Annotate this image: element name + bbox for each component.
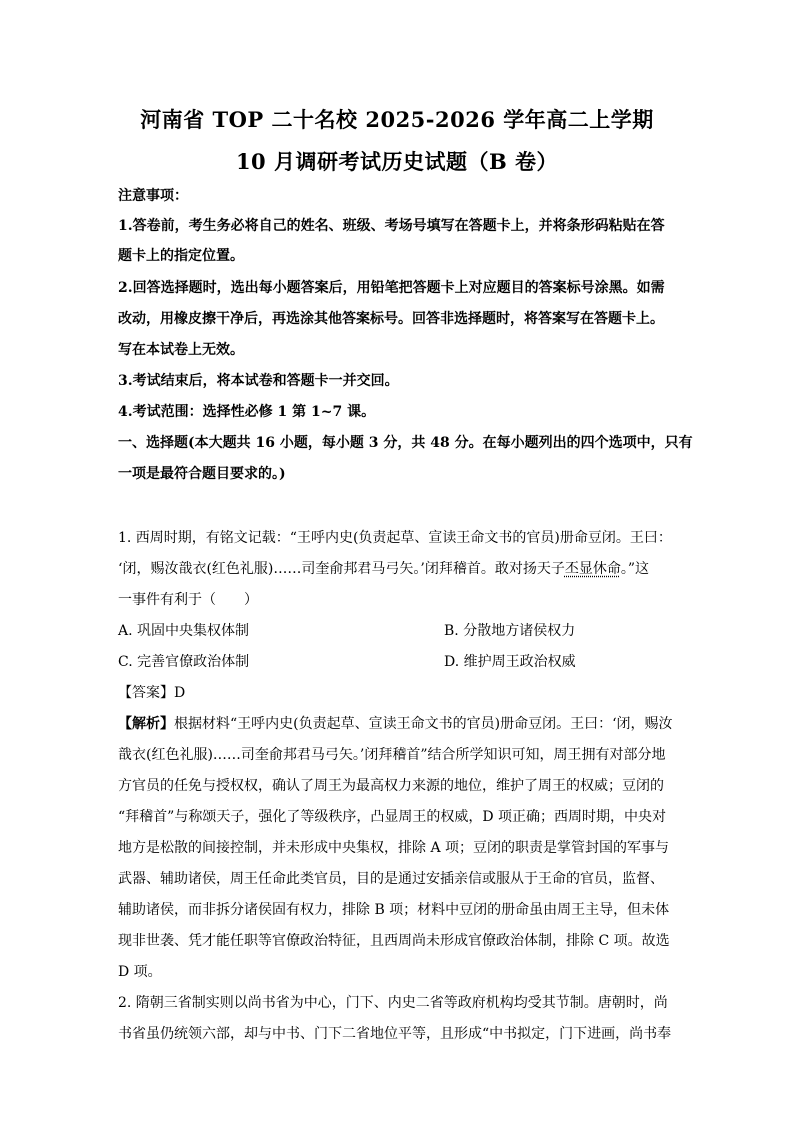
q1-analysis-line-7: 辅助诸侯，而非拆分诸侯固有权力，排除 B 项；材料中豆闭的册命虽由周王主导，但未体 xyxy=(118,902,670,918)
notice-item-3: 3.考试结束后，将本试卷和答题卡一并交回。 xyxy=(118,373,399,389)
q1-stem-line-1: 1. 西周时期，有铭文记载：“王呼内史(负责起草、宣读王命文书的官员)册命豆闭。王曰： xyxy=(118,530,672,546)
q2-stem-line-1: 2. 隋朝三省制实则以尚书省为中心，门下、内史二省等政府机构均受其节制。唐朝时，尚 xyxy=(118,995,668,1011)
q1-analysis-label: 【解析】 xyxy=(118,716,174,732)
q1-analysis-line-3: 方官员的任免与授权权，确认了周王为最高权力来源的地位，维护了周王的权威；豆闭的 xyxy=(118,778,664,794)
title-line-2: 10 月调研考试历史试题（B 卷） xyxy=(235,149,559,174)
q1-stem-dotted-phrase: 丕显休命 xyxy=(564,561,621,577)
notice-item-4: 4.考试范围：选择性必修 1 第 1~7 课。 xyxy=(118,404,376,420)
q1-stem-line-2-b: 。”这 xyxy=(620,561,649,577)
q1-analysis-line-8: 现非世袭、凭才能任职等官僚政治特征，且西周尚未形成官僚政治体制，排除 C 项。故选 xyxy=(118,933,670,949)
q1-stem-line-3: 一事件有利于（ ） xyxy=(118,592,258,608)
section-heading: 一、选择题(本大题共 16 小题，每小题 3 分，共 48 分。在每小题列出的四个选项中，只有 xyxy=(118,435,693,451)
title-line-1: 河南省 TOP 二十名校 2025-2026 学年高二上学期 xyxy=(140,107,654,132)
q1-option-c: C. 完善官僚政治体制 xyxy=(118,654,250,670)
q1-analysis-line-1 xyxy=(118,714,678,734)
q1-analysis-text-1: 根据材料“王呼内史(负责起草、宣读王命文书的官员)册命豆闭。王曰：‘闭，赐汝 xyxy=(174,716,673,732)
q1-analysis-line-5: 地方是松散的间接控制，并未形成中央集权，排除 A 项；豆闭的职责是掌管封国的军事与 xyxy=(118,840,670,856)
q2-stem-line-2: 书省虽仍统领六部，却与中书、门下二省地位平等，且形成“中书拟定，门下进画，尚书奉 xyxy=(118,1026,672,1042)
section-heading-cont: 一项是最符合题目要求的。) xyxy=(118,466,286,482)
notice-heading: 注意事项： xyxy=(118,188,188,204)
q1-analysis-line-2: 戠衣(红色礼服)……司奎俞邦君马弓矢。’闭拜稽首”结合所学知识可知，周王拥有对部分地 xyxy=(118,747,666,763)
q1-option-b: B. 分散地方诸侯权力 xyxy=(444,623,576,639)
q1-stem-line-2 xyxy=(118,559,678,579)
q1-option-d: D. 维护周王政治权威 xyxy=(444,654,576,670)
notice-item-1-cont: 题卡上的指定位置。 xyxy=(118,248,244,264)
q1-stem-line-2-a: ‘闭，赐汝戠衣(红色礼服)……司奎俞邦君马弓矢。’闭拜稽首。敢对扬天子 xyxy=(118,561,565,577)
q1-answer: 【答案】D xyxy=(118,685,186,701)
notice-item-2: 2.回答选择题时，选出每小题答案后，用铅笔把答题卡上对应题目的答案标号涂黑。如需 xyxy=(118,280,665,296)
notice-item-2-cont2: 写在本试卷上无效。 xyxy=(118,342,244,358)
q1-option-a: A. 巩固中央集权体制 xyxy=(118,623,250,639)
q1-analysis-line-9: D 项。 xyxy=(118,964,162,980)
notice-item-1 xyxy=(118,216,678,236)
notice-item-1-text: 1.答卷前，考生务必将自己的姓名、班级、考场号填写在答题卡上，并将条形码粘贴在答 xyxy=(118,218,665,234)
q1-analysis-line-4: “拜稽首”与称颂天子，强化了等级秩序，凸显周王的权威，D 项正确；西周时期，中央对 xyxy=(118,809,666,825)
notice-item-2-cont: 改动，用橡皮擦干净后，再选涂其他答案标号。回答非选择题时，将答案写在答题卡上。 xyxy=(118,311,664,327)
q1-analysis-line-6: 武器、辅助诸侯，周王任命此类官员，目的是通过安插亲信或服从于王命的官员，监督、 xyxy=(118,871,664,887)
